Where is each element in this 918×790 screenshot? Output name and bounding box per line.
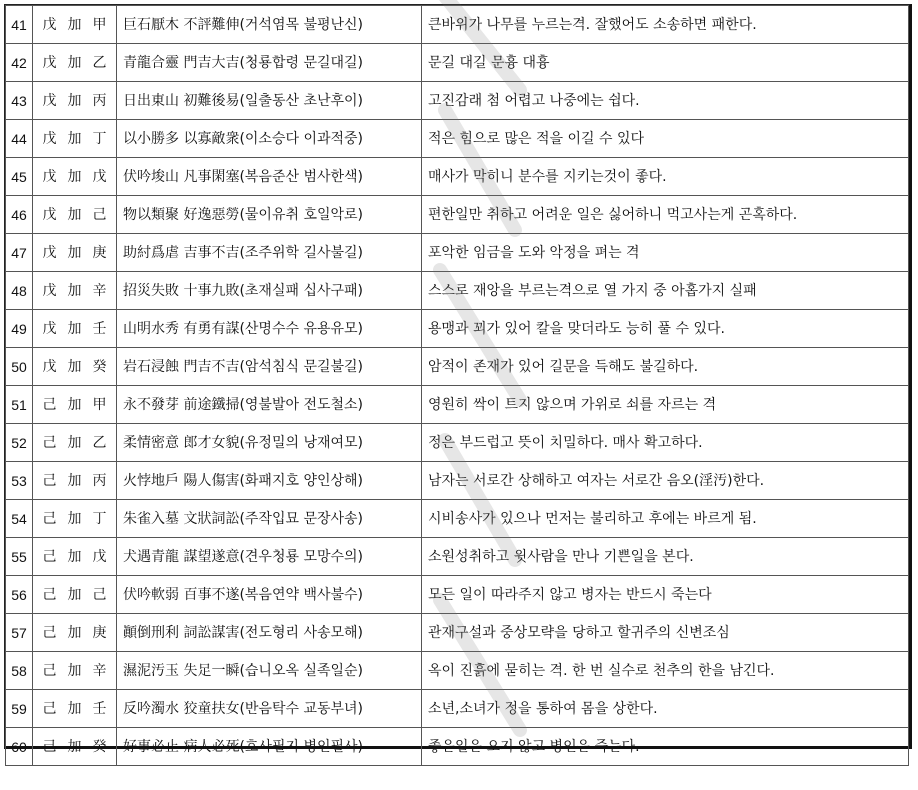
stem-char: 加	[67, 624, 82, 641]
stem-char: 己	[42, 662, 57, 679]
table-row	[6, 424, 909, 462]
pattern-description: 좋은일은 오지 않고 병인은 죽는다.	[422, 728, 909, 766]
stem-char: 加	[67, 54, 82, 71]
row-number: 57	[6, 614, 33, 652]
stem-char: 加	[67, 358, 82, 375]
row-number: 54	[6, 500, 33, 538]
stem-char: 己	[42, 396, 57, 413]
table-row	[6, 690, 909, 728]
stem-char: 戊	[92, 548, 107, 565]
row-number: 43	[6, 82, 33, 120]
pattern-description: 소원성취하고 윗사람을 만나 기쁜일을 본다.	[422, 538, 909, 576]
stem-char: 丁	[92, 510, 107, 527]
stem-combination	[33, 538, 117, 576]
stem-char: 加	[67, 738, 82, 755]
pattern-name: 日出東山 初難後易(일출동산 초난후이)	[117, 82, 422, 120]
pattern-name: 朱雀入墓 文狀詞訟(주작입묘 문장사송)	[117, 500, 422, 538]
stem-char: 丁	[92, 130, 107, 147]
stem-combination	[33, 386, 117, 424]
pattern-name: 巨石厭木 不評難伸(거석염목 불평난신)	[117, 6, 422, 44]
table-row	[6, 462, 909, 500]
table-row	[6, 500, 909, 538]
stem-combination	[33, 44, 117, 82]
stem-combination	[33, 158, 117, 196]
table-row	[6, 348, 909, 386]
stem-char: 戊	[42, 168, 57, 185]
row-number: 45	[6, 158, 33, 196]
pattern-name: 顚倒刑利 詞訟謀害(전도형리 사송모해)	[117, 614, 422, 652]
stem-char: 戊	[42, 244, 57, 261]
stem-char: 加	[67, 396, 82, 413]
table-body	[6, 6, 909, 766]
row-number: 50	[6, 348, 33, 386]
pattern-name: 柔情密意 郎才女貌(유정밀의 낭재여모)	[117, 424, 422, 462]
stem-combination	[33, 348, 117, 386]
stem-char: 戊	[42, 282, 57, 299]
stem-char: 戊	[42, 16, 57, 33]
row-number: 49	[6, 310, 33, 348]
stem-char: 庚	[92, 624, 107, 641]
pattern-description: 옥이 진흙에 묻히는 격. 한 번 실수로 천추의 한을 남긴다.	[422, 652, 909, 690]
pattern-description: 포악한 임금을 도와 악정을 펴는 격	[422, 234, 909, 272]
row-number: 44	[6, 120, 33, 158]
stem-char: 己	[42, 510, 57, 527]
stem-char: 癸	[92, 358, 107, 375]
stem-char: 加	[67, 586, 82, 603]
pattern-name: 招災失敗 十事九敗(초재실패 십사구패)	[117, 272, 422, 310]
pattern-description: 관재구설과 중상모략을 당하고 할귀주의 신변조심	[422, 614, 909, 652]
table-row	[6, 614, 909, 652]
stem-char: 己	[42, 624, 57, 641]
stem-char: 己	[42, 738, 57, 755]
table-row	[6, 120, 909, 158]
table-row	[6, 82, 909, 120]
stem-combination	[33, 196, 117, 234]
stem-char: 戊	[42, 358, 57, 375]
pattern-name: 伏吟軟弱 百事不遂(복음연약 백사불수)	[117, 576, 422, 614]
stem-combination	[33, 120, 117, 158]
table-row	[6, 728, 909, 766]
pattern-description: 용맹과 꾀가 있어 칼을 맞더라도 능히 풀 수 있다.	[422, 310, 909, 348]
stem-char: 戊	[42, 92, 57, 109]
table-row	[6, 44, 909, 82]
stem-char: 加	[67, 282, 82, 299]
table-row	[6, 386, 909, 424]
pattern-name: 伏吟埈山 凡事閑塞(복음준산 범사한색)	[117, 158, 422, 196]
stem-char: 乙	[92, 54, 107, 71]
stem-char: 己	[42, 472, 57, 489]
stem-char: 己	[42, 548, 57, 565]
stem-combination	[33, 462, 117, 500]
row-number: 41	[6, 6, 33, 44]
stem-char: 加	[67, 510, 82, 527]
row-number: 48	[6, 272, 33, 310]
stem-combination	[33, 690, 117, 728]
stem-char: 己	[42, 586, 57, 603]
stem-combination	[33, 82, 117, 120]
stem-char: 壬	[92, 700, 107, 717]
pattern-description: 남자는 서로간 상해하고 여자는 서로간 음오(淫汚)한다.	[422, 462, 909, 500]
stem-char: 加	[67, 92, 82, 109]
pattern-name: 岩石浸蝕 門吉不吉(암석침식 문길불길)	[117, 348, 422, 386]
stem-char: 壬	[92, 320, 107, 337]
stem-char: 辛	[92, 282, 107, 299]
pattern-name: 永不發芽 前途鐵掃(영불발아 전도철소)	[117, 386, 422, 424]
row-number: 60	[6, 728, 33, 766]
stem-combination	[33, 728, 117, 766]
pattern-description: 매사가 막히니 분수를 지키는것이 좋다.	[422, 158, 909, 196]
stem-combination	[33, 234, 117, 272]
pattern-name: 以小勝多 以寡敵衆(이소승다 이과적중)	[117, 120, 422, 158]
stem-char: 加	[67, 662, 82, 679]
stem-char: 庚	[92, 244, 107, 261]
pattern-name: 火悖地戶 陽人傷害(화패지호 양인상해)	[117, 462, 422, 500]
table-row	[6, 310, 909, 348]
stem-combination	[33, 272, 117, 310]
stem-char: 甲	[92, 16, 107, 33]
row-number: 51	[6, 386, 33, 424]
row-number: 52	[6, 424, 33, 462]
stem-char: 乙	[92, 434, 107, 451]
stem-char: 加	[67, 168, 82, 185]
table-row	[6, 652, 909, 690]
stem-char: 加	[67, 16, 82, 33]
table-row	[6, 6, 909, 44]
pattern-name: 青龍合靈 門吉大吉(청룡합령 문길대길)	[117, 44, 422, 82]
pattern-description: 스스로 재앙을 부르는격으로 열 가지 중 아홉가지 실패	[422, 272, 909, 310]
stem-char: 己	[42, 434, 57, 451]
pattern-name: 好事必止 病人必死(호사필지 병인필사)	[117, 728, 422, 766]
stem-char: 加	[67, 472, 82, 489]
pattern-name: 反吟濁水 狡童扶女(반음탁수 교동부녀)	[117, 690, 422, 728]
table-row	[6, 272, 909, 310]
pattern-description: 문길 대길 문흉 대흉	[422, 44, 909, 82]
table-row	[6, 234, 909, 272]
stem-char: 加	[67, 700, 82, 717]
stem-combination	[33, 310, 117, 348]
stem-char: 丙	[92, 472, 107, 489]
row-number: 42	[6, 44, 33, 82]
stem-char: 丙	[92, 92, 107, 109]
row-number: 56	[6, 576, 33, 614]
pattern-description: 큰바위가 나무를 누르는격. 잘했어도 소송하면 패한다.	[422, 6, 909, 44]
pattern-description: 시비송사가 있으나 먼저는 불리하고 후에는 바르게 됨.	[422, 500, 909, 538]
stem-char: 戊	[42, 130, 57, 147]
stem-char: 戊	[42, 206, 57, 223]
row-number: 55	[6, 538, 33, 576]
pattern-description: 영원히 싹이 트지 않으며 가위로 쇠를 자르는 격	[422, 386, 909, 424]
stem-combination	[33, 614, 117, 652]
stem-char: 己	[92, 206, 107, 223]
stem-combination	[33, 500, 117, 538]
stem-char: 辛	[92, 662, 107, 679]
stem-char: 甲	[92, 396, 107, 413]
row-number: 46	[6, 196, 33, 234]
stem-char: 加	[67, 548, 82, 565]
table-row	[6, 576, 909, 614]
table-row	[6, 196, 909, 234]
pattern-name: 山明水秀 有勇有謀(산명수수 유용유모)	[117, 310, 422, 348]
row-number: 58	[6, 652, 33, 690]
stem-char: 己	[92, 586, 107, 603]
stem-char: 戊	[42, 54, 57, 71]
stem-char: 癸	[92, 738, 107, 755]
stem-combination	[33, 6, 117, 44]
stem-char: 加	[67, 320, 82, 337]
stem-char: 加	[67, 206, 82, 223]
stem-char: 加	[67, 130, 82, 147]
pattern-description: 정은 부드럽고 뜻이 치밀하다. 매사 확고하다.	[422, 424, 909, 462]
table-row	[6, 158, 909, 196]
row-number: 53	[6, 462, 33, 500]
pattern-name: 犬遇青龍 謀望遂意(견우청룡 모망수의)	[117, 538, 422, 576]
pattern-description: 암적이 존재가 있어 길문을 득해도 불길하다.	[422, 348, 909, 386]
pattern-name: 助紂爲虐 吉事不吉(조주위학 길사불길)	[117, 234, 422, 272]
stem-combination	[33, 424, 117, 462]
table-row	[6, 538, 909, 576]
row-number: 59	[6, 690, 33, 728]
stem-char: 己	[42, 700, 57, 717]
stem-combination	[33, 652, 117, 690]
pattern-name: 物以類聚 好逸惡勞(물이유취 호일악로)	[117, 196, 422, 234]
row-number: 47	[6, 234, 33, 272]
stem-char: 加	[67, 434, 82, 451]
gan-combination-table-container	[4, 4, 912, 755]
pattern-description: 편한일만 취하고 어려운 일은 싫어하니 먹고사는게 곤혹하다.	[422, 196, 909, 234]
pattern-description: 고진감래 첨 어렵고 나중에는 쉽다.	[422, 82, 909, 120]
pattern-name: 濕泥汚玉 失足一瞬(습니오옥 실족일순)	[117, 652, 422, 690]
pattern-description: 적은 힘으로 많은 적을 이길 수 있다	[422, 120, 909, 158]
stem-combination	[33, 576, 117, 614]
stem-char: 加	[67, 244, 82, 261]
gan-combination-table	[5, 5, 909, 766]
stem-char: 戊	[92, 168, 107, 185]
pattern-description: 모든 일이 따라주지 않고 병자는 반드시 죽는다	[422, 576, 909, 614]
pattern-description: 소년,소녀가 정을 통하여 몸을 상한다.	[422, 690, 909, 728]
stem-char: 戊	[42, 320, 57, 337]
